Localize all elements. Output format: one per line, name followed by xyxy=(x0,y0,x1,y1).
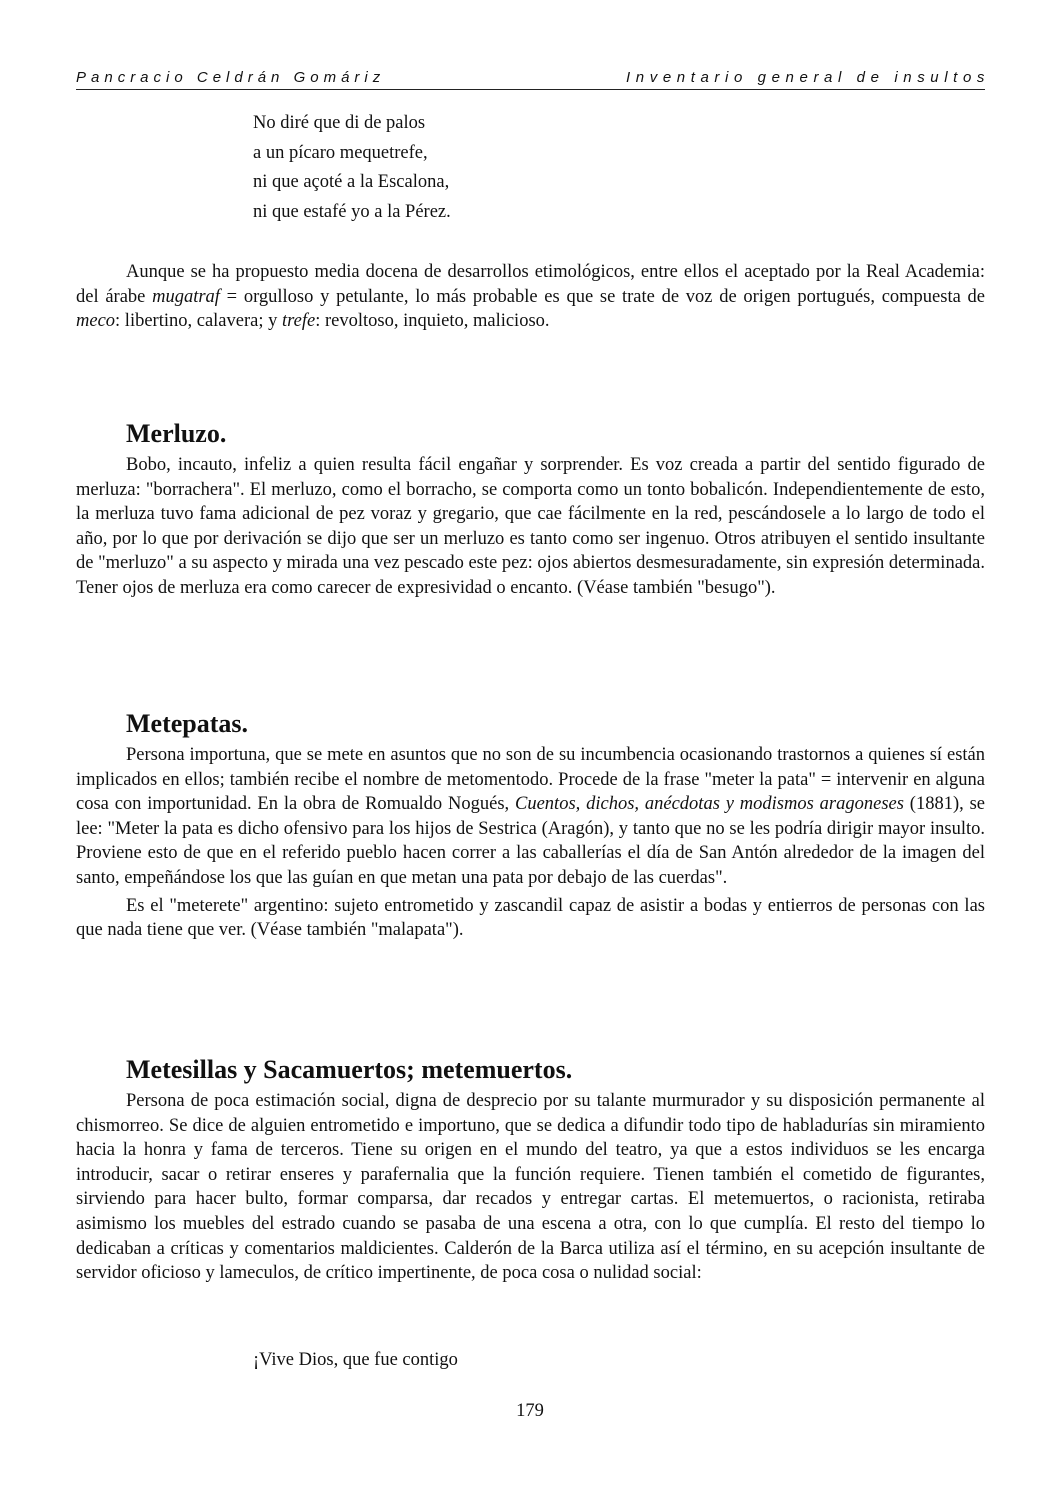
entry-paragraph: Bobo, incauto, infeliz a quien resulta fácil engañar y sorprender. Es voz creada a partir del sentido figurado de merluza: "borrachera". El merluzo, como el borracho, se comporta como un tonto bobalicón. Independientemente de esto, la merluza tuvo fama adicional de pez voraz y gregario, que cae fácilmente en la red, pescándosele a lo largo de todo el año, por lo que por derivación se dijo que ser un merluzo es tanto como ser ingenuo. Otros atribuyen el sentido insultante de "merluzo" a su aspecto y mirada una vez pescado este pez: ojos abiertos desmesuradamente, sin expresión determinada. Tener ojos de merluza era como carecer de expresividad o encanto. (Véase también "besugo"). xyxy=(76,455,985,598)
page-number: 179 xyxy=(516,1401,544,1421)
entry-heading: Metepatas. xyxy=(126,709,249,738)
emphasis-term: trefe xyxy=(282,311,316,332)
verse-line: ni que estafé yo a la Pérez. xyxy=(253,201,451,222)
header-book-title: Inventario general de insultos xyxy=(626,69,990,86)
running-header xyxy=(76,68,990,90)
verse-bottom xyxy=(253,1346,458,1376)
verse-top xyxy=(253,109,451,227)
verse-line: ni que açoté a la Escalona, xyxy=(253,172,450,193)
verse-line: a un pícaro mequetrefe, xyxy=(253,142,428,163)
header-author: Pancracio Celdrán Gomáriz xyxy=(76,69,386,86)
entry-heading: Metesillas y Sacamuertos; metemuertos. xyxy=(126,1055,573,1084)
entry-paragraph: Persona de poca estimación social, digna de desprecio por su talante murmurador y su disposición permanente al chismorreo. Se dice de alguien entrometido e importuno, que se dedica a difundir todo tipo de habladurías sin miramiento hacia la honra y fama de terceros. Tiene su origen en el mundo del teatro, ya que a estos individuos se les encarga introducir, sacar o retirar enseres y parafernalia que la función requiere. Tienen también el cometido de figurantes, sirviendo para hacer bulto, formar comparsa, dar recados y entregar cartas. El metemuertos, o racionista, retiraba asimismo los muebles del estrado cuando se pasaba de una escena a otra, con lo que cumplía. El resto del tiempo lo dedicaban a críticas y comentarios maldicientes. Calderón de la Barca utiliza así el término, en su acepción insultante de servidor oficioso y lameculos, de crítico impertinente, de poca cosa o nulidad social: xyxy=(76,1091,985,1284)
emphasis-term: meco xyxy=(76,311,116,332)
entry-paragraph: Es el "meterete" argentino: sujeto entrometido y zascandil capaz de asistir a bodas y entierros de personas con las que nada tiene que ver. (Véase también "malapata"). xyxy=(76,895,985,941)
book-title-italic: Cuentos, dichos, anécdotas y modismos aragoneses xyxy=(515,794,904,815)
entry-metesillas xyxy=(76,1053,985,1286)
entry-merluzo xyxy=(76,417,985,601)
intro-paragraph: Aunque se ha propuesto media docena de desarrollos etimológicos, entre ellos el aceptado por la Real Academia: del árabe mugatraf = orgulloso y petulante, lo más probable es que se trate de voz de origen portugués, compuesta de meco: libertino, calavera; y trefe: revoltoso, inquieto, malicioso. xyxy=(76,262,985,332)
intro-section xyxy=(76,260,985,334)
entry-heading: Merluzo. xyxy=(126,419,227,448)
entry-metepatas xyxy=(76,707,985,943)
verse-line: No diré que di de palos xyxy=(253,113,426,133)
entry-paragraph: Persona importuna, que se mete en asuntos que no son de su incumbencia ocasionando trastornos a quienes sí están implicados en ellos; también recibe el nombre de metomentodo. Procede de la frase "meter la pata" = intervenir en alguna cosa con importunidad. En la obra de Romualdo Nogués, Cuentos, dichos, anécdotas y modismos aragoneses (1881), se lee: "Meter la pata es dicho ofensivo para los hijos de Sestrica (Aragón), y tanto que no se les podría dirigir mayor insulto. Proviene esto de que en el referido pueblo hacen correr a las caballerías el día de San Antón alrededor de la imagen del santo, empeñándose los que las guían en que metan una pata por debajo de las cuerdas". xyxy=(76,745,985,888)
verse-line: ¡Vive Dios, que fue contigo xyxy=(253,1350,458,1370)
emphasis-term: mugatraf xyxy=(152,286,220,307)
